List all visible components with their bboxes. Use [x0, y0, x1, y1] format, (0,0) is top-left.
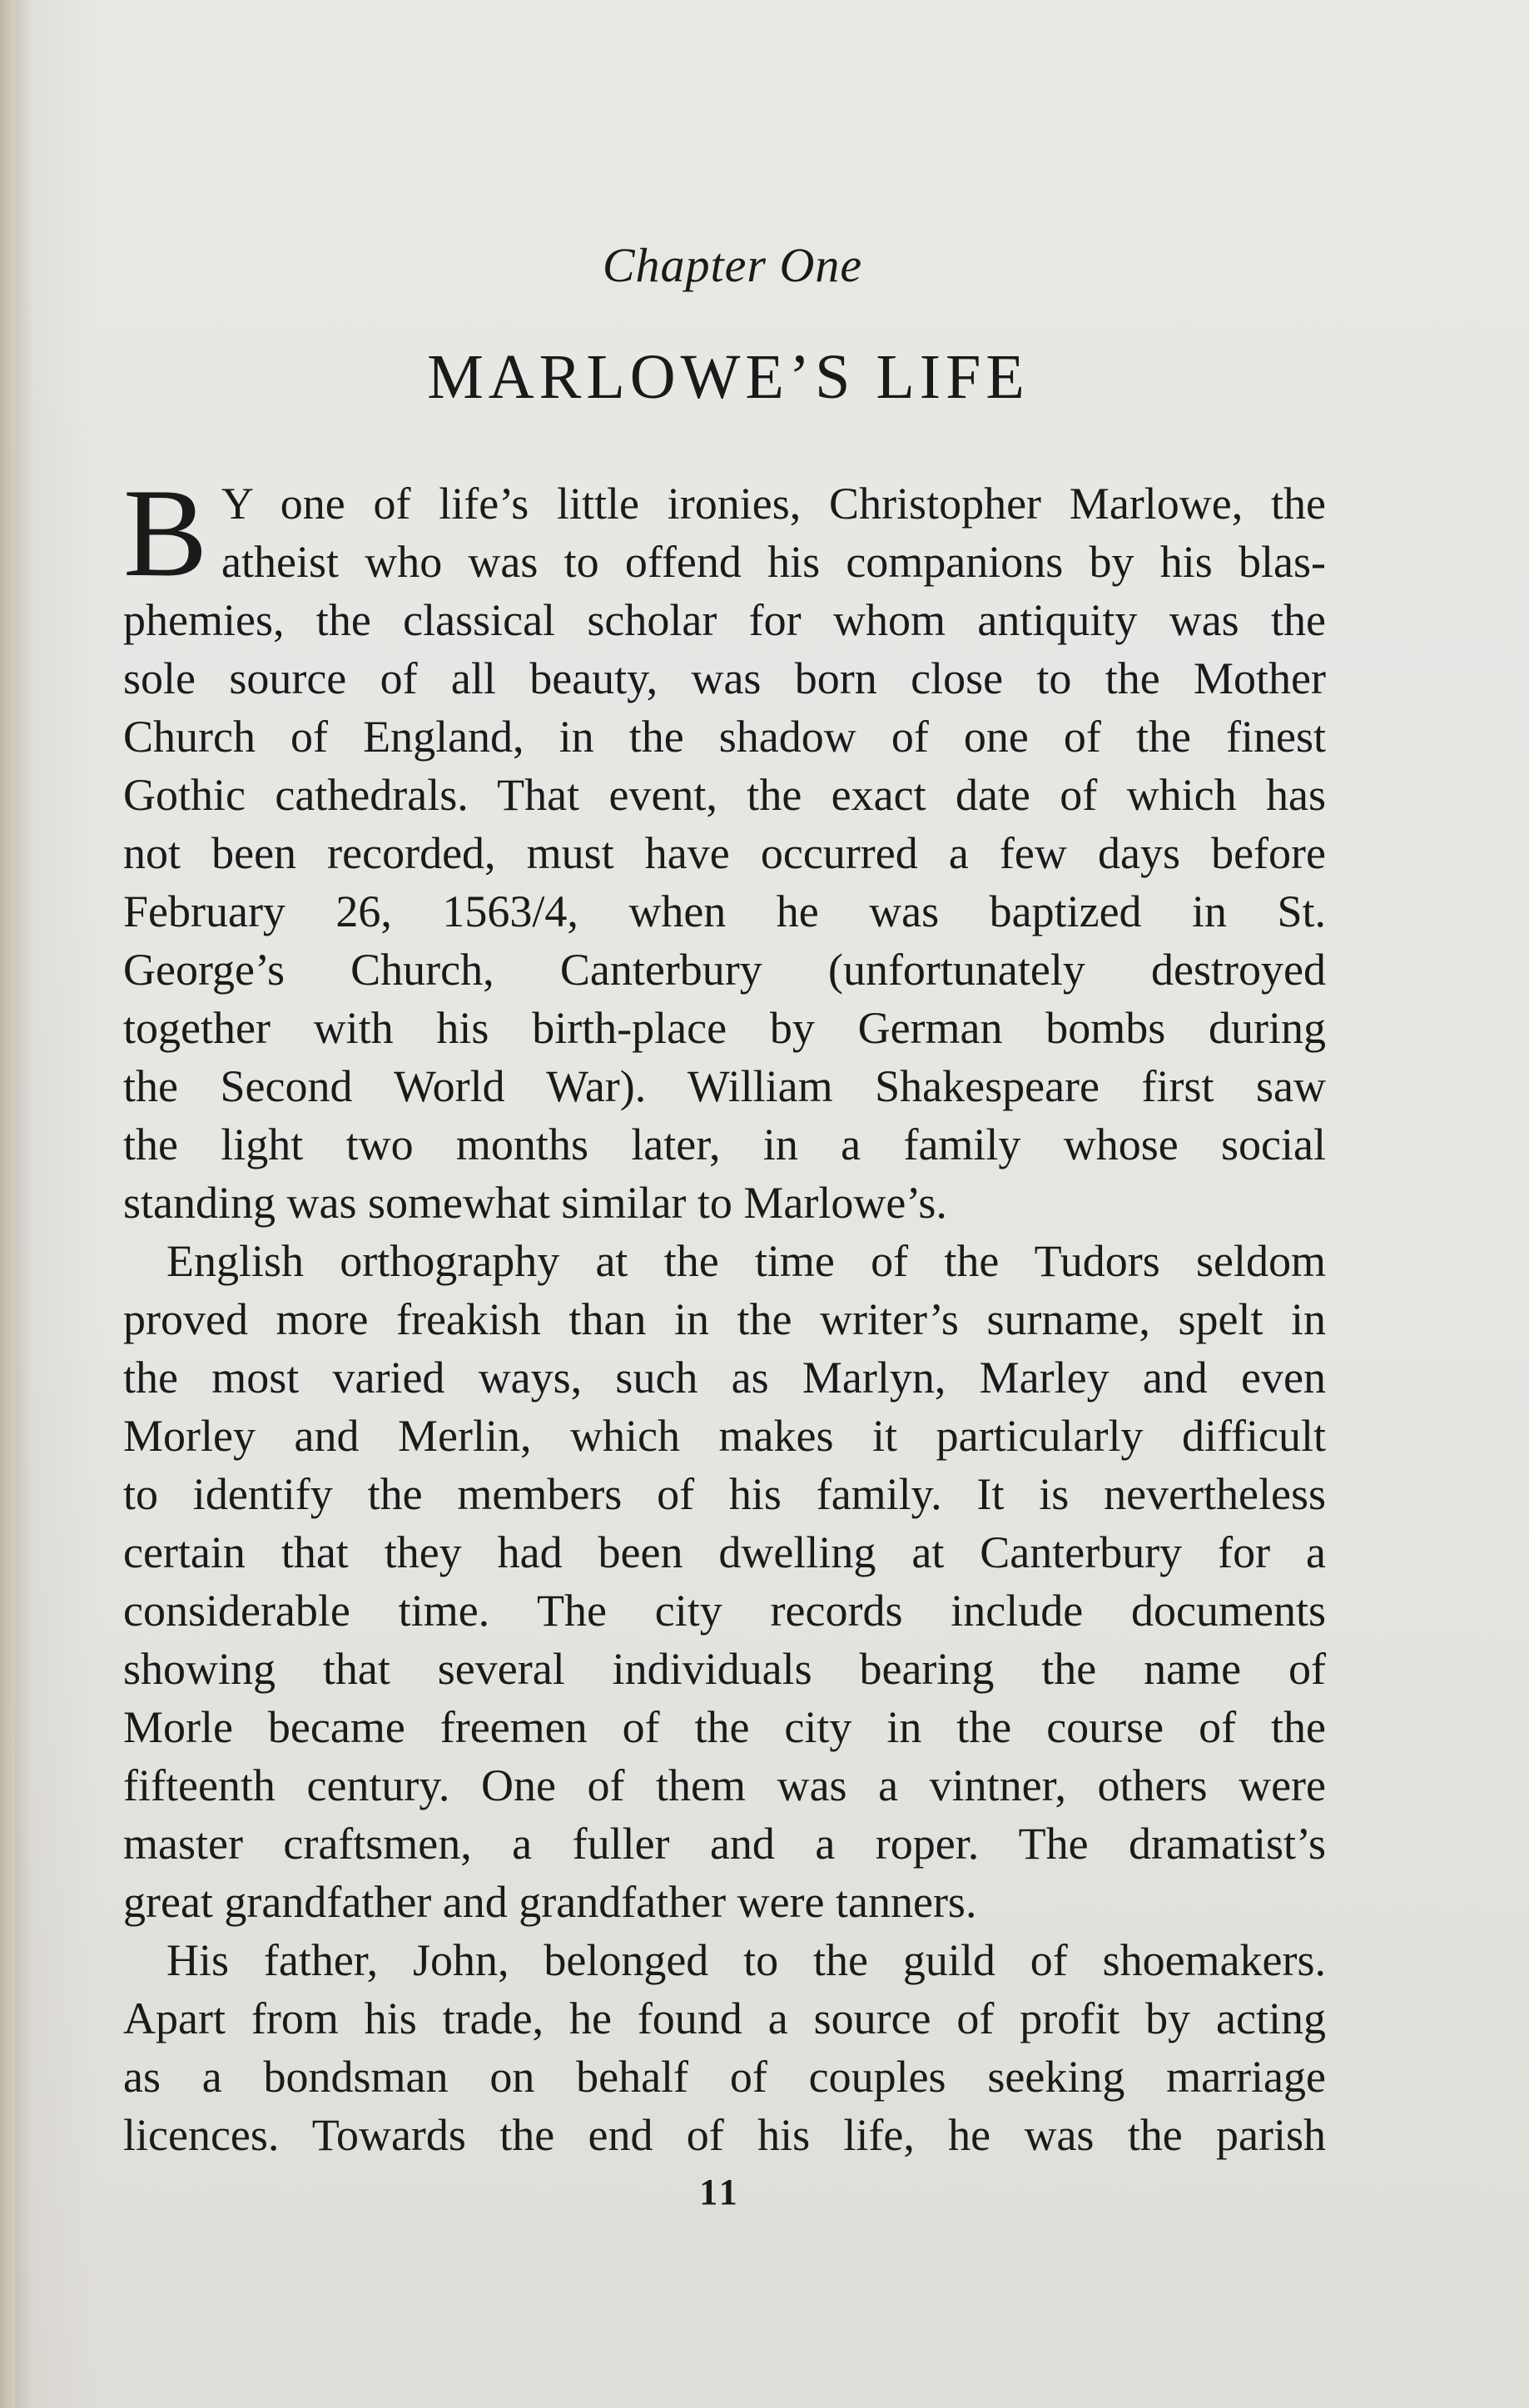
text-line: showing that several individuals bearing the name of	[123, 1644, 1326, 1694]
text-line: atheist who was to offend his companions by his blas-	[221, 537, 1326, 587]
body-text	[123, 463, 1326, 2164]
text-line: phemies, the classical scholar for whom antiquity was the	[123, 595, 1326, 645]
text-line: Apart from his trade, he found a source of profit by acting	[123, 1993, 1326, 2043]
text-line: the most varied ways, such as Marlyn, Marley and even	[123, 1353, 1326, 1403]
text-line: as a bondsman on behalf of couples seeking marriage	[123, 2052, 1326, 2102]
text-line: English orthography at the time of the Tudors seldom	[166, 1236, 1326, 1286]
text-line: standing was somewhat similar to Marlowe’s.	[123, 1178, 947, 1228]
text-line: the Second World War). William Shakespeare first saw	[123, 1061, 1326, 1111]
text-line: Church of England, in the shadow of one of the finest	[123, 712, 1326, 762]
drop-cap: B	[123, 463, 208, 603]
text-line: His father, John, belonged to the guild of shoemakers.	[166, 1935, 1326, 1985]
chapter-label: Chapter One	[602, 238, 863, 292]
text-line: licences. Towards the end of his life, he was the parish	[123, 2110, 1326, 2160]
text-line: to identify the members of his family. It is nevertheless	[123, 1469, 1326, 1519]
text-line: great grandfather and grandfather were tanners.	[123, 1877, 977, 1927]
text-line: Y one of life’s little ironies, Christopher Marlowe, the	[221, 479, 1326, 529]
chapter-title: MARLOWE’S LIFE	[427, 342, 1030, 412]
page-number: 11	[699, 2172, 741, 2212]
text-line: certain that they had been dwelling at Canterbury for a	[123, 1527, 1326, 1577]
text-line: together with his birth-place by German bombs during	[123, 1003, 1326, 1053]
text-line: the light two months later, in a family whose social	[123, 1120, 1326, 1169]
text-line: Gothic cathedrals. That event, the exact date of which has	[123, 770, 1326, 820]
text-line: proved more freakish than in the writer’s surname, spelt in	[123, 1294, 1326, 1344]
text-line: Morle became freemen of the city in the course of the	[123, 1702, 1326, 1752]
text-line: George’s Church, Canterbury (unfortunately destroyed	[123, 945, 1326, 995]
text-line: master craftsmen, a fuller and a roper. The dramatist’s	[123, 1819, 1326, 1869]
text-line: Morley and Merlin, which makes it particularly difficult	[123, 1411, 1326, 1461]
text-line: February 26, 1563/4, when he was baptized in St.	[123, 886, 1326, 936]
text-line: considerable time. The city records include documents	[123, 1586, 1326, 1636]
text-line: not been recorded, must have occurred a few days before	[123, 828, 1326, 878]
text-line: fifteenth century. One of them was a vintner, others were	[123, 1760, 1326, 1810]
text-line: sole source of all beauty, was born close to the Mother	[123, 653, 1326, 703]
